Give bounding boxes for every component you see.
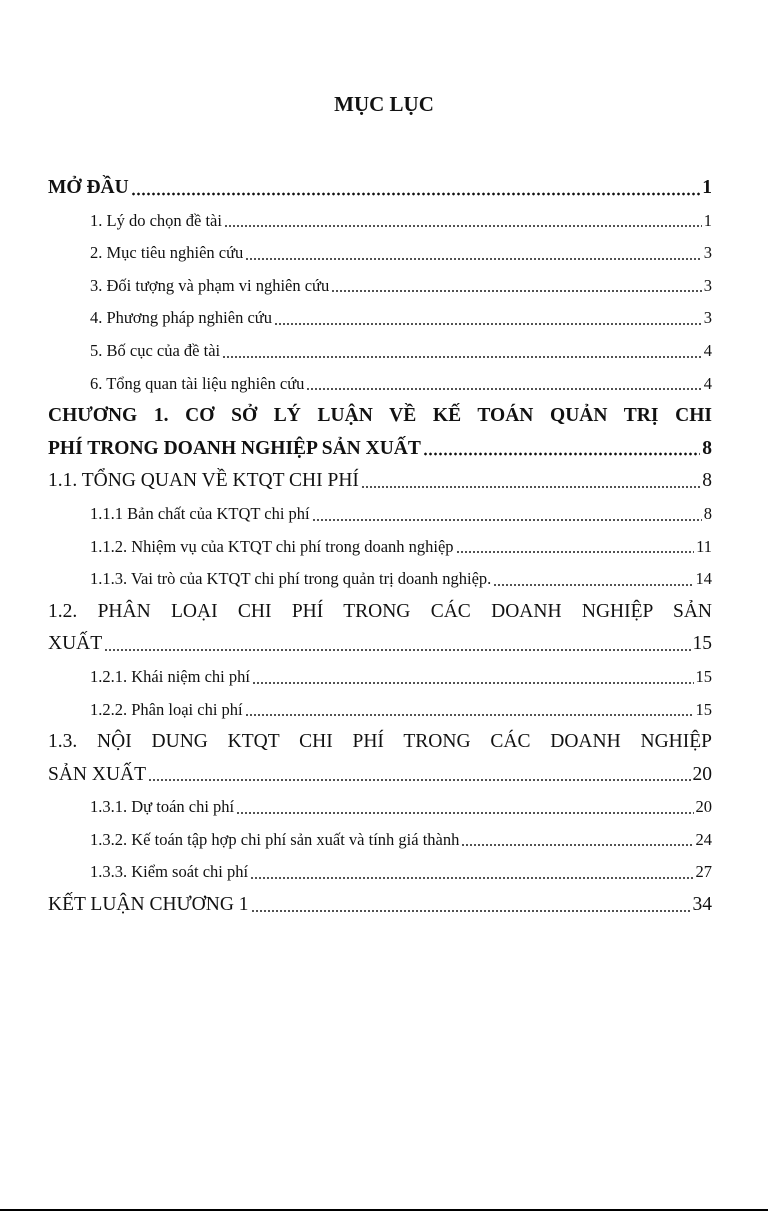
- toc-entry-text: 1. Lý do chọn đề tài: [90, 210, 222, 230]
- toc-entry-text: 1.3.1. Dự toán chi phí: [90, 797, 235, 817]
- toc-entry[interactable]: [48, 205, 712, 238]
- toc-entry-text: 1.2.2. Phân loại chi phí: [90, 699, 243, 719]
- dot-leader: [493, 583, 693, 587]
- dot-leader: [423, 452, 700, 456]
- page-title: MỤC LỤC: [334, 92, 434, 116]
- toc-entry-text-line1: 1.3. NỘI DUNG KTQT CHI PHÍ TRONG CÁC DOANH NGHIỆP: [48, 731, 712, 753]
- dot-leader: [245, 713, 694, 717]
- toc-page-number: 8: [703, 503, 712, 523]
- dot-leader: [224, 224, 702, 228]
- toc-entry-text-line2: SẢN XUẤT: [48, 763, 147, 785]
- table-of-contents: [48, 172, 712, 922]
- toc-page-number: 8: [702, 470, 712, 492]
- toc-entry[interactable]: [48, 563, 712, 596]
- toc-entry-text-line1: 1.2. PHÂN LOẠI CHI PHÍ TRONG CÁC DOANH NGHIỆP SẢN: [48, 600, 712, 622]
- toc-entry-text: 1.1.1 Bản chất của KTQT chi phí: [90, 503, 310, 523]
- toc-entry-chapter-1-cont[interactable]: [48, 433, 712, 466]
- toc-entry-text: 1.3.3. Kiểm soát chi phí: [90, 862, 249, 882]
- toc-entry-text: 5. Bố cục của đề tài: [90, 340, 221, 360]
- dot-leader: [331, 289, 702, 293]
- toc-page-number: 1: [703, 210, 712, 230]
- dot-leader: [456, 550, 695, 554]
- toc-entry-section[interactable]: [48, 726, 712, 759]
- toc-page-number: 20: [695, 797, 712, 817]
- toc-page-number: 3: [703, 275, 712, 295]
- toc-page-number: 14: [695, 569, 712, 589]
- toc-page-number: 24: [695, 829, 712, 849]
- toc-entry[interactable]: [48, 302, 712, 335]
- toc-entry[interactable]: [48, 661, 712, 694]
- dot-leader: [236, 811, 693, 815]
- dot-leader: [104, 648, 690, 652]
- toc-page-number: 4: [703, 373, 712, 393]
- toc-entry-mo-dau[interactable]: [48, 172, 712, 205]
- toc-page-number: 34: [692, 894, 712, 916]
- dot-leader: [251, 909, 691, 913]
- toc-page-number: 3: [703, 308, 712, 328]
- toc-entry-chapter-1[interactable]: [48, 400, 712, 433]
- toc-entry[interactable]: [48, 335, 712, 368]
- dot-leader: [312, 518, 702, 522]
- toc-page-number: 3: [703, 243, 712, 263]
- toc-entry[interactable]: [48, 791, 712, 824]
- toc-entry[interactable]: [48, 237, 712, 270]
- dot-leader: [245, 257, 701, 261]
- dot-leader: [306, 387, 701, 391]
- toc-entry-text-line2: XUẤT: [48, 633, 103, 655]
- dot-leader: [131, 192, 701, 196]
- dot-leader: [148, 778, 690, 782]
- toc-entry-section-cont[interactable]: [48, 628, 712, 661]
- toc-entry[interactable]: [48, 694, 712, 727]
- toc-entry-section[interactable]: [48, 596, 712, 629]
- toc-page-number: 11: [696, 536, 712, 556]
- toc-entry-text: 1.1.3. Vai trò của KTQT chi phí trong quản trị doanh nghiệp.: [90, 569, 492, 589]
- toc-entry[interactable]: [48, 531, 712, 564]
- toc-entry-text: 4. Phương pháp nghiên cứu: [90, 308, 272, 328]
- dot-leader: [461, 843, 693, 847]
- toc-entry-text: 3. Đối tượng và phạm vi nghiên cứu: [90, 275, 330, 295]
- toc-page-number: 15: [695, 699, 712, 719]
- toc-entry-section[interactable]: [48, 465, 712, 498]
- toc-entry[interactable]: [48, 824, 712, 857]
- toc-page-number: 15: [692, 633, 712, 655]
- dot-leader: [361, 485, 700, 489]
- toc-entry-text: MỞ ĐẦU: [48, 177, 129, 198]
- toc-entry-text: KẾT LUẬN CHƯƠNG 1: [48, 894, 249, 916]
- toc-page-number: 20: [692, 763, 712, 785]
- toc-page-number: 1: [702, 177, 712, 198]
- toc-entry[interactable]: [48, 270, 712, 303]
- toc-page-number: 27: [695, 862, 712, 882]
- toc-entry-text: 2. Mục tiêu nghiên cứu: [90, 243, 244, 263]
- toc-entry-text: 6. Tổng quan tài liệu nghiên cứu: [90, 373, 305, 393]
- toc-entry-text-line2: PHÍ TRONG DOANH NGHIỆP SẢN XUẤT: [48, 437, 421, 459]
- dot-leader: [252, 681, 694, 685]
- toc-entry-text-line1: CHƯƠNG 1. CƠ SỞ LÝ LUẬN VỀ KẾ TOÁN QUẢN TRỊ CHI: [48, 405, 712, 427]
- toc-entry-text: 1.2.1. Khái niệm chi phí: [90, 666, 250, 686]
- toc-entry-text: 1.3.2. Kế toán tập hợp chi phí sản xuất và tính giá thành: [90, 829, 460, 849]
- dot-leader: [222, 355, 702, 359]
- toc-entry[interactable]: [48, 368, 712, 401]
- toc-entry-text: 1.1. TỔNG QUAN VỀ KTQT CHI PHÍ: [48, 470, 359, 492]
- toc-page-number: 15: [695, 666, 712, 686]
- toc-page-number: 8: [702, 437, 712, 459]
- toc-entry-conclusion[interactable]: [48, 889, 712, 922]
- dot-leader: [250, 876, 693, 880]
- toc-page-number: 4: [703, 340, 712, 360]
- toc-entry[interactable]: [48, 856, 712, 889]
- toc-entry-text: 1.1.2. Nhiệm vụ của KTQT chi phí trong doanh nghiệp: [90, 536, 454, 556]
- dot-leader: [274, 322, 702, 326]
- toc-entry-section-cont[interactable]: [48, 759, 712, 792]
- toc-entry[interactable]: [48, 498, 712, 531]
